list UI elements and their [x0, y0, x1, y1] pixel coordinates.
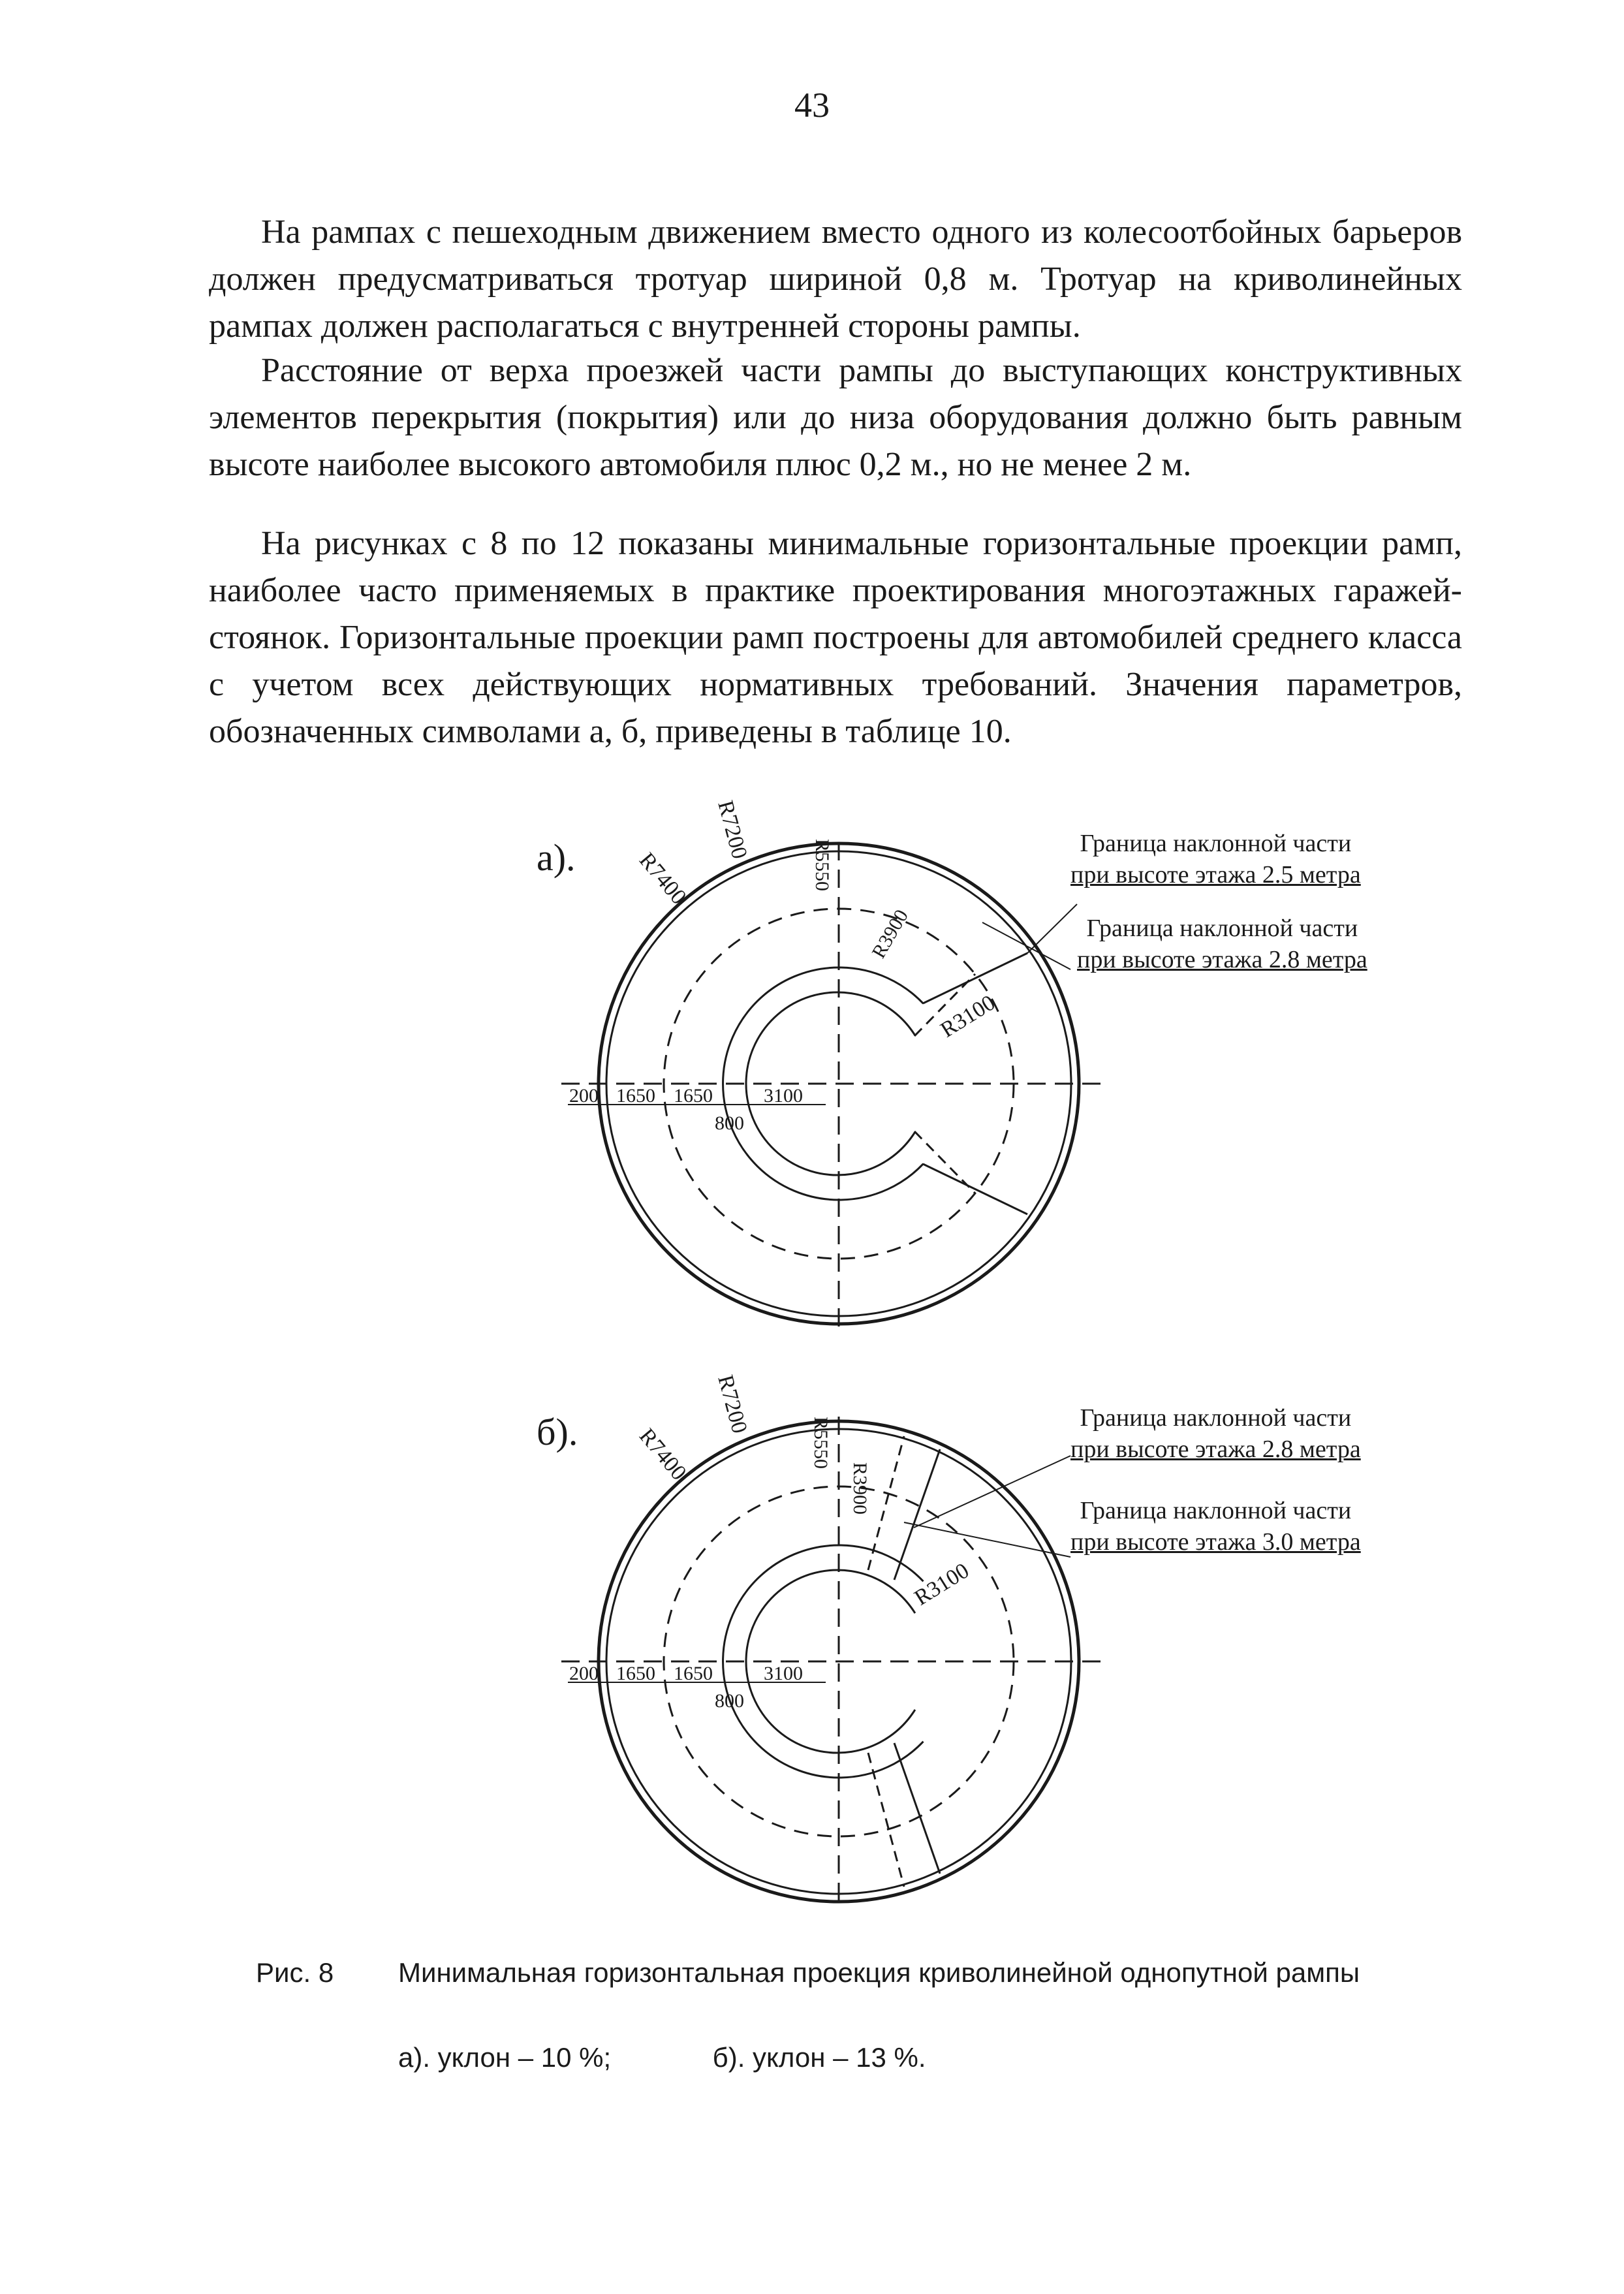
- page-number: 43: [794, 86, 830, 125]
- dim-1650: 1650: [674, 1663, 713, 1684]
- figure-b-note-1: Граница наклонной части при высоте этажа 2.8 метра: [1070, 1404, 1361, 1463]
- dim-800: 800: [715, 1690, 744, 1712]
- caption-label: Рис. 8: [256, 1957, 334, 1988]
- dim-r7200: R7200: [713, 798, 752, 862]
- dim-200: 200: [569, 1085, 599, 1107]
- dim-r7400: R7400: [634, 1424, 691, 1485]
- dim-1650: 1650: [616, 1085, 655, 1107]
- dim-r3900: R3900: [867, 905, 913, 962]
- figure-a-note-2: Граница наклонной части при высоте этажа 2.8 метра: [1077, 915, 1367, 973]
- dim-3100: 3100: [764, 1663, 803, 1684]
- figure-a-note-1: Граница наклонной части при высоте этажа 2.5 метра: [1070, 830, 1361, 888]
- dim-800: 800: [715, 1112, 744, 1134]
- dim-1650: 1650: [674, 1085, 713, 1107]
- caption-text: Минимальная горизонтальная проекция криволинейной однопутной рампы: [398, 1957, 1360, 1988]
- dim-r3100: R3100: [910, 1558, 974, 1611]
- dim-r5550: R5550: [811, 839, 833, 892]
- dim-r3900: R3900: [849, 1462, 871, 1515]
- caption-sub-a: а). уклон – 10 %;: [398, 2042, 612, 2073]
- dim-r5550: R5550: [810, 1417, 832, 1469]
- figure-b-label: б).: [537, 1411, 578, 1453]
- figure-b-note-2: Граница наклонной части при высоте этажа 3.0 метра: [1070, 1497, 1361, 1556]
- dim-1650: 1650: [616, 1663, 655, 1684]
- paragraph: На рампах с пешеходным движением вместо одного из колесоотбойных барьеров должен предусматриваться тротуар шириной 0,8 м. Тротуар на криволинейных рампах должен располагаться с внутренней стороны рампы.: [209, 213, 1462, 345]
- figure-a-label: а).: [537, 836, 576, 879]
- dim-r7400: R7400: [634, 848, 691, 909]
- paragraph: На рисунках с 8 по 12 показаны минимальные горизонтальные проекции рамп, наиболее часто применяемых в практике проектирования многоэтажных гаражей-стоянок. Горизонтальные проекции рамп построены для автомобилей среднего класса с учетом всех действующих нормативных требований. Значения параметров, обозначенных символами а, б, приведены в таблице 10.: [209, 525, 1462, 750]
- paragraph: Расстояние от верха проезжей части рампы до выступающих конструктивных элементов перекрытия (покрытия) или до низа оборудования должно быть равным высоте наиболее высокого автомобиля плюс 0,2 м., но не менее 2 м.: [209, 352, 1462, 483]
- dim-r3100: R3100: [936, 990, 1000, 1043]
- ramp-diagram-b: [561, 1372, 1103, 1909]
- dim-r7200: R7200: [713, 1372, 752, 1436]
- caption-sub-b: б). уклон – 13 %.: [712, 2042, 926, 2073]
- caption-sub: [398, 2037, 926, 2079]
- dim-200: 200: [569, 1663, 599, 1684]
- dim-3100: 3100: [764, 1085, 803, 1107]
- ramp-diagram-a: [561, 798, 1103, 1332]
